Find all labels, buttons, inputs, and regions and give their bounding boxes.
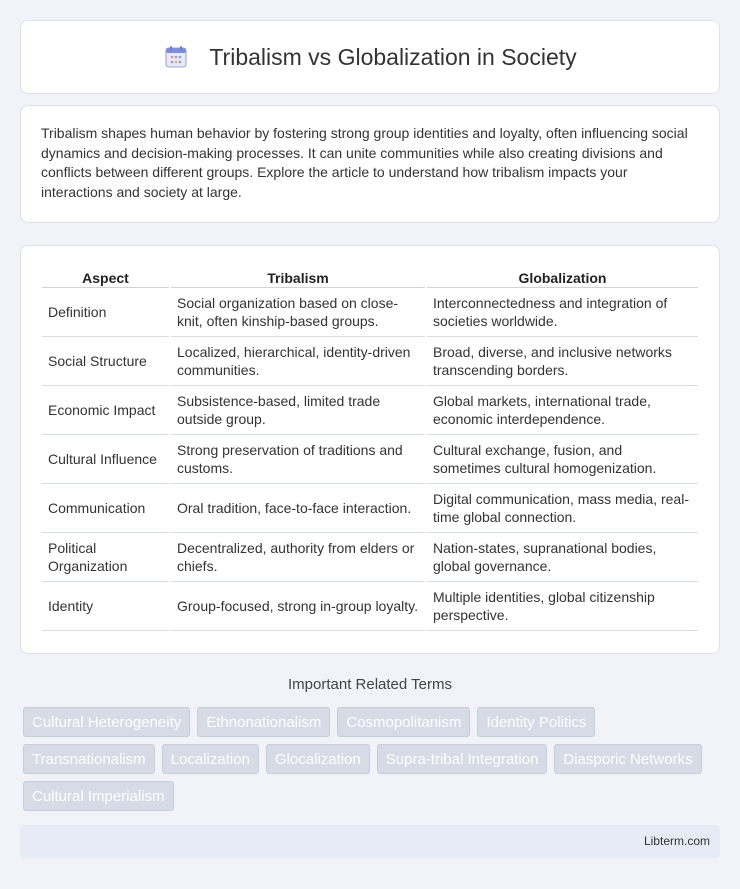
table-row	[42, 435, 698, 484]
globalization-cell: Multiple identities, global citizenship perspective.	[427, 582, 698, 631]
globalization-cell: Nation-states, supranational bodies, global governance.	[427, 533, 698, 582]
related-terms-heading: Important Related Terms	[288, 676, 452, 693]
column-header-tribalism: Tribalism	[171, 266, 425, 288]
aspect-cell: Cultural Influence	[42, 435, 169, 484]
related-term-tag[interactable]: Supra-tribal Integration	[377, 744, 548, 774]
related-terms-list	[23, 707, 713, 818]
aspect-cell: Political Organization	[42, 533, 169, 582]
table-row	[42, 386, 698, 435]
aspect-cell: Definition	[42, 288, 169, 337]
intro-text: Tribalism shapes human behavior by fostering strong group identities and loyalty, often influencing social dynamics and decision-making processes. It can unite communities while also creating divisions and conflicts between different groups. Explore the article to understand how tribalism impacts your interactions and society at large.	[41, 125, 688, 200]
related-term-tag[interactable]: Cosmopolitanism	[337, 707, 470, 737]
globalization-cell: Global markets, international trade, economic interdependence.	[427, 386, 698, 435]
aspect-cell: Identity	[42, 582, 169, 631]
aspect-cell: Communication	[42, 484, 169, 533]
table-row	[42, 288, 698, 337]
related-term-tag[interactable]: Ethnonationalism	[197, 707, 330, 737]
globalization-cell: Digital communication, mass media, real-time global connection.	[427, 484, 698, 533]
related-term-tag[interactable]: Cultural Imperialism	[23, 781, 174, 811]
table-row	[42, 533, 698, 582]
tribalism-cell: Strong preservation of traditions and customs.	[171, 435, 425, 484]
related-term-tag[interactable]: Localization	[162, 744, 259, 774]
table-row	[42, 337, 698, 386]
column-header-globalization: Globalization	[427, 266, 698, 288]
tribalism-cell: Group-focused, strong in-group loyalty.	[171, 582, 425, 631]
globalization-cell: Cultural exchange, fusion, and sometimes cultural homogenization.	[427, 435, 698, 484]
tribalism-cell: Localized, hierarchical, identity-driven communities.	[171, 337, 425, 386]
globalization-cell: Interconnectedness and integration of societies worldwide.	[427, 288, 698, 337]
comparison-table	[40, 266, 700, 631]
aspect-cell: Economic Impact	[42, 386, 169, 435]
tribalism-cell: Decentralized, authority from elders or chiefs.	[171, 533, 425, 582]
table-row	[42, 582, 698, 631]
tribalism-cell: Social organization based on close-knit, often kinship-based groups.	[171, 288, 425, 337]
tribalism-cell: Oral tradition, face-to-face interaction.	[171, 484, 425, 533]
footer	[20, 825, 720, 858]
related-term-tag[interactable]: Identity Politics	[477, 707, 595, 737]
globalization-cell: Broad, diverse, and inclusive networks transcending borders.	[427, 337, 698, 386]
comparison-card	[20, 245, 720, 654]
title-card	[20, 20, 720, 94]
footer-site-link[interactable]: Libterm.com	[643, 834, 710, 848]
related-term-tag[interactable]: Diasporic Networks	[554, 744, 701, 774]
column-header-aspect: Aspect	[42, 266, 169, 288]
intro-card	[20, 105, 720, 223]
related-term-tag[interactable]: Glocalization	[266, 744, 370, 774]
related-term-tag[interactable]: Transnationalism	[23, 744, 155, 774]
table-header-row	[42, 266, 698, 288]
table-row	[42, 484, 698, 533]
page-title: Tribalism vs Globalization in Society	[209, 43, 577, 70]
tribalism-cell: Subsistence-based, limited trade outside group.	[171, 386, 425, 435]
calendar-grid-icon	[163, 44, 189, 70]
related-term-tag[interactable]: Cultural Heterogeneity	[23, 707, 190, 737]
aspect-cell: Social Structure	[42, 337, 169, 386]
